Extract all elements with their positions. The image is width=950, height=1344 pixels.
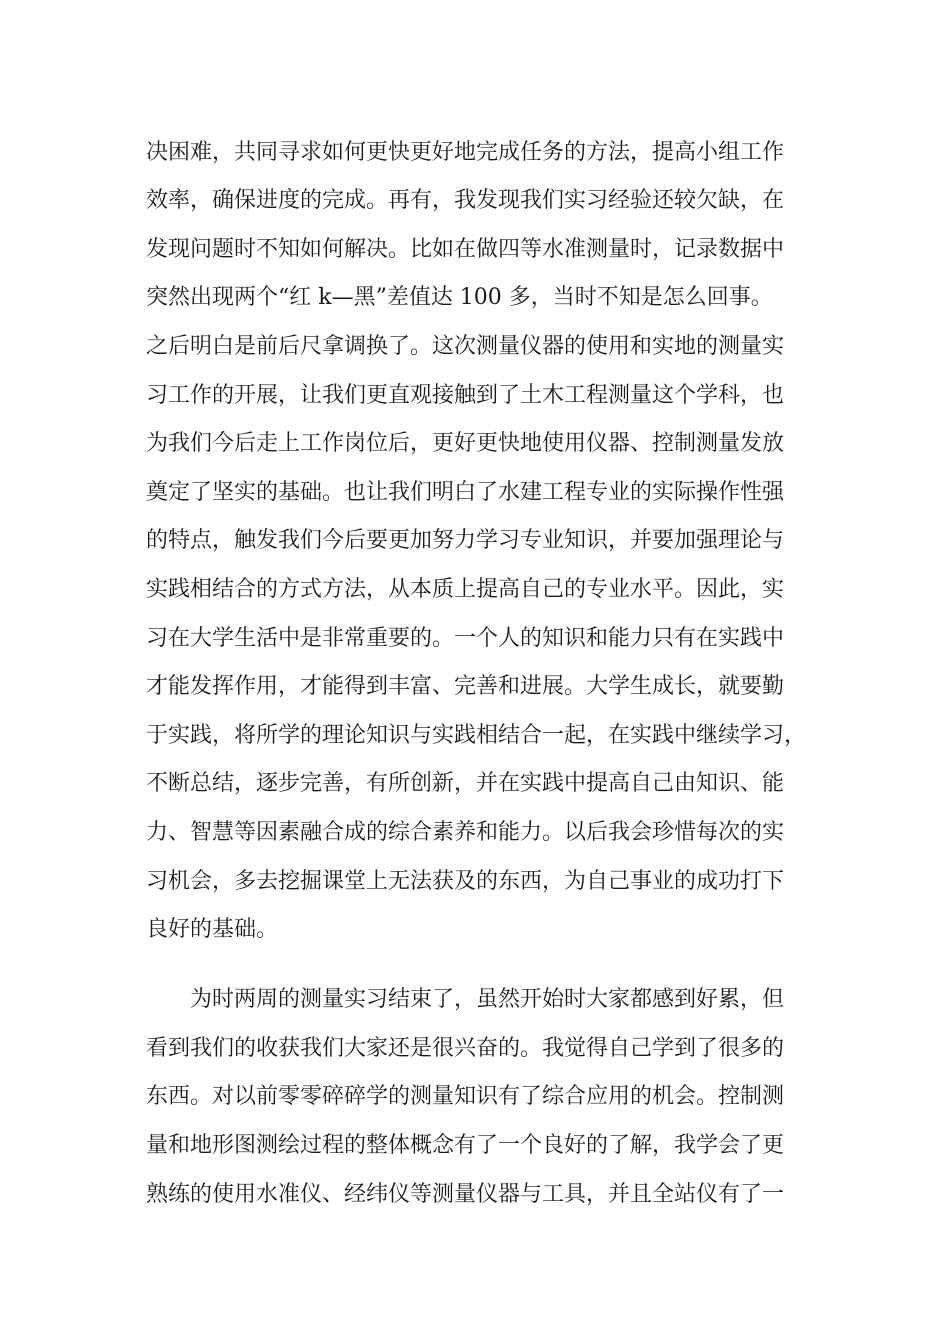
- text-line: 决困难，共同寻求如何更快更好地完成任务的方法，提高小组工作: [146, 140, 785, 165]
- paragraph-first-line: 为时两周的测量实习结束了，虽然开始时大家都感到好累，但: [190, 987, 785, 1012]
- text-line: 习在大学生活中是非常重要的。一个人的知识和能力只有在实践中: [146, 626, 785, 651]
- text-line: 之后明白是前后尺拿调换了。这次测量仪器的使用和实地的测量实: [146, 334, 785, 359]
- text-line: 的特点，触发我们今后要更加努力学习专业知识，并要加强理论与: [146, 528, 785, 553]
- text-line: 实践相结合的方式方法，从本质上提高自己的专业水平。因此，实: [146, 577, 785, 602]
- text-line: 为我们今后走上工作岗位后，更好更快地使用仪器、控制测量发放: [146, 431, 785, 456]
- text-line: 于实践，将所学的理论知识与实践相结合一起，在实践中继续学习，: [146, 723, 807, 748]
- text-line: 东西。对以前零零碎碎学的测量知识有了综合应用的机会。控制测: [146, 1084, 785, 1109]
- text-line: 奠定了坚实的基础。也让我们明白了水建工程专业的实际操作性强: [146, 480, 785, 505]
- text-line: 量和地形图测绘过程的整体概念有了一个良好的了解，我学会了更: [146, 1133, 785, 1158]
- text-line: 不断总结，逐步完善，有所创新，并在实践中提高自己由知识、能: [146, 771, 785, 796]
- text-line: 看到我们的收获我们大家还是很兴奋的。我觉得自己学到了很多的: [146, 1036, 785, 1061]
- text-line: 良好的基础。: [146, 917, 279, 942]
- text-line: 熟练的使用水准仪、经纬仪等测量仪器与工具，并且全站仪有了一: [146, 1182, 785, 1207]
- text-line: 突然出现两个“红 k—黑”差值达 100 多，当时不知是怎么回事。: [146, 285, 773, 310]
- text-line: 效率，确保进度的完成。再有，我发现我们实习经验还较欠缺，在: [146, 188, 785, 213]
- text-line: 力、智慧等因素融合成的综合素养和能力。以后我会珍惜每次的实: [146, 820, 785, 845]
- text-line: 发现问题时不知如何解决。比如在做四等水准测量时，记录数据中: [146, 237, 785, 262]
- text-line: 习工作的开展，让我们更直观接触到了土木工程测量这个学科，也: [146, 383, 785, 408]
- text-line: 才能发挥作用，才能得到丰富、完善和进展。大学生成长，就要勤: [146, 674, 785, 699]
- text-line: 习机会，多去挖掘课堂上无法获及的东西，为自己事业的成功打下: [146, 869, 785, 894]
